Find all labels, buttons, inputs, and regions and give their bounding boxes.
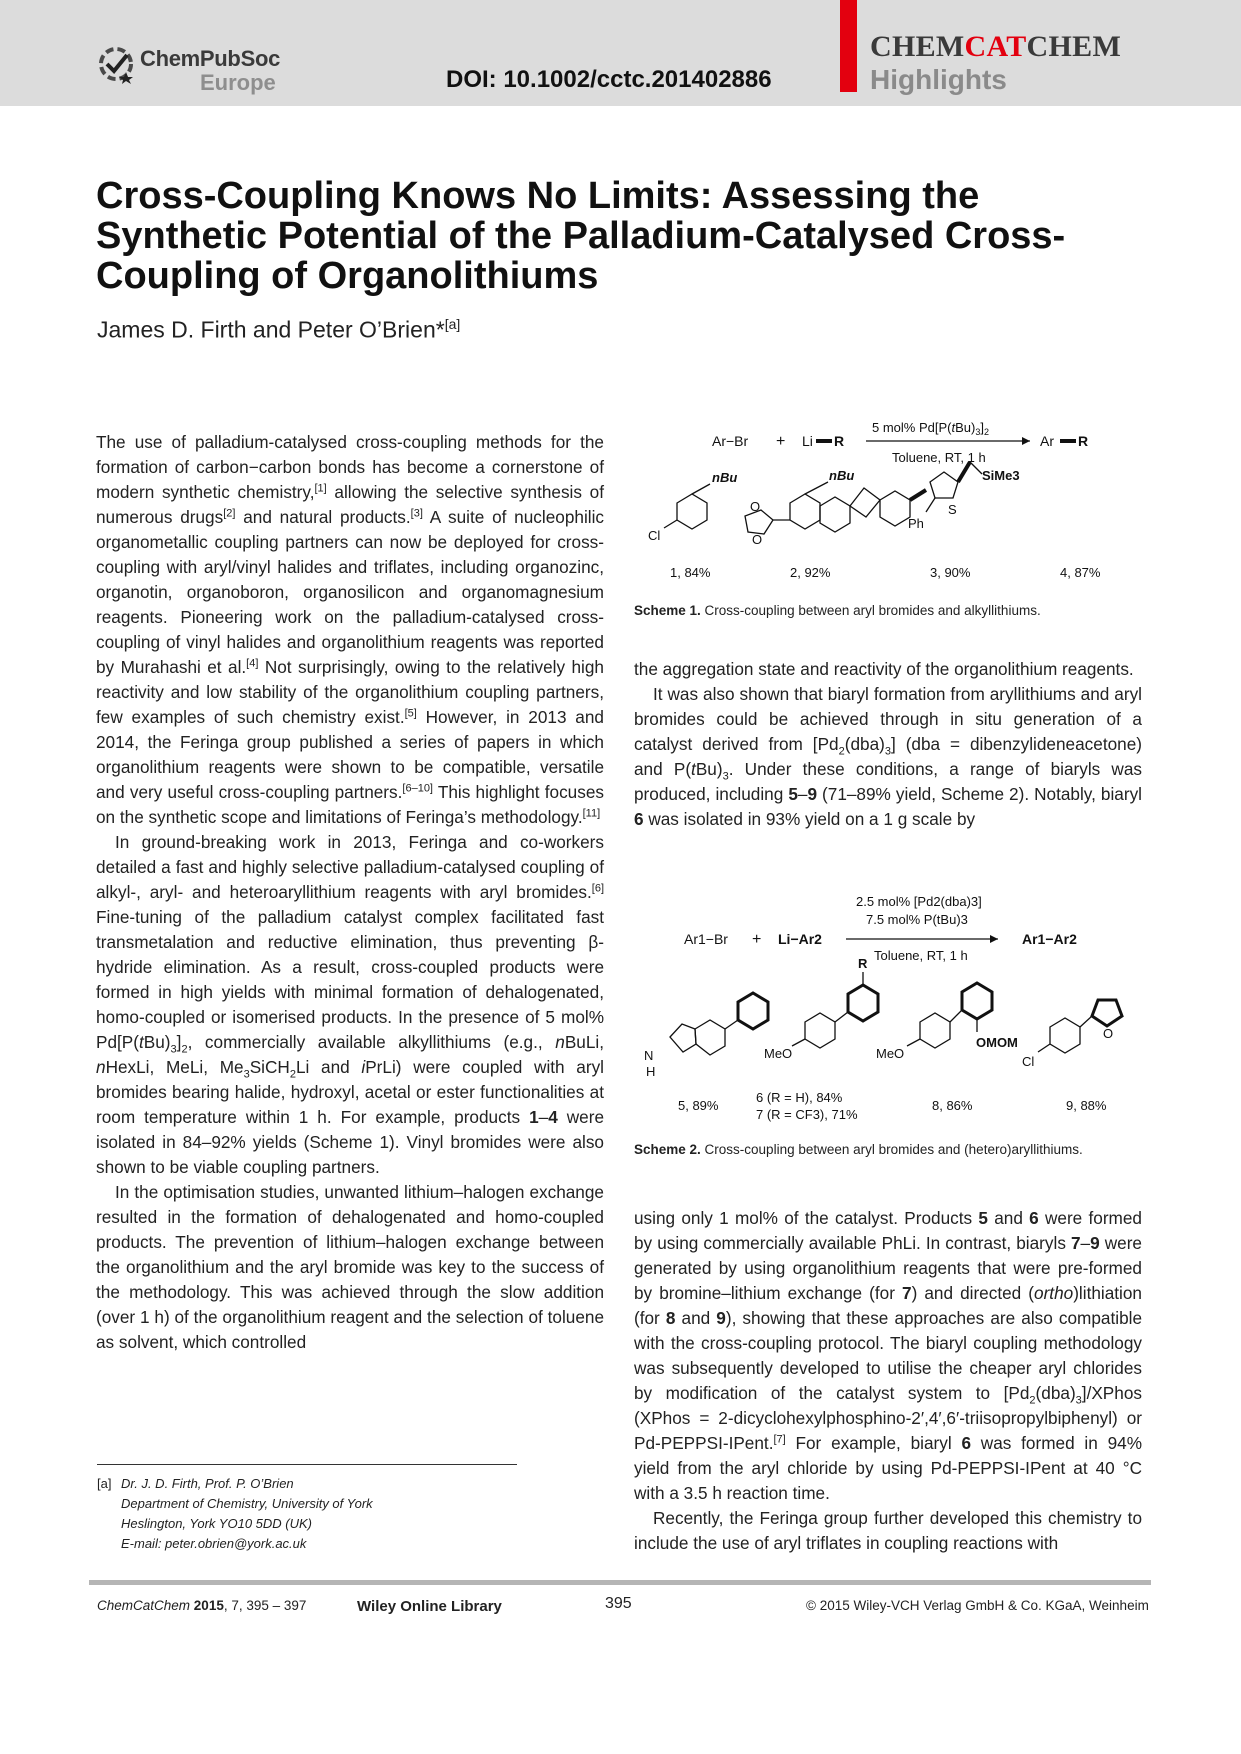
accent-bar: [840, 0, 857, 92]
s1-entry-3: 3, 90%: [930, 565, 971, 580]
scheme-2-caption-text: Cross-coupling between aryl bromides and (hetero)aryllithiums.: [700, 1142, 1083, 1157]
footnote-line-2: Department of Chemistry, University of York: [121, 1496, 373, 1511]
body-right-column-bottom: [634, 1206, 1142, 1556]
s1-product-ar: Ar: [1040, 433, 1054, 449]
scheme-2-caption-label: Scheme 2.: [634, 1142, 701, 1157]
s1-ph: Ph: [908, 516, 924, 531]
scheme-1: [630, 418, 1150, 588]
s1-r: R: [834, 433, 845, 449]
publisher-name: ChemPubSoc: [140, 46, 281, 71]
s2-hydrogen: H: [646, 1064, 656, 1079]
body-left-column: [96, 430, 604, 1355]
scheme-2-caption: [634, 1142, 1083, 1157]
author-line: [97, 316, 460, 344]
paragraph-1: The use of palladium-catalysed cross-coupling methods for the formation of carbon−carbon bonds has become a cornerstone of modern synthetic chemistry,[1] allowing the selective synthesis of numerous drugs[2] and natural products.[3] A suite of nucleophilic organometallic coupling partners can now be deployed for cross-coupling with aryl/vinyl halides and triflates, including organozinc, organotin, organoboron, organosilicon and organomagnesium reagents. Pioneering work on the palladium-catalysed cross-coupling of vinyl halides and organolithium reagents was reported by Murahashi et al.[4] Not surprisingly, owing to the relatively high reactivity and low stability of the organolithium coupling partners, few examples of such chemistry exist.[5] However, in 2013 and 2014, the Feringa group published a series of papers in which organolithium reagents were shown to be compatible, versatile and very useful cross-coupling partners.[6–10] This highlight focuses on the synthetic scope and limitations of Feringa’s methodology.[11]: [96, 432, 604, 827]
s2-oxygen: O: [1103, 1026, 1114, 1041]
journal-part-2: CAT: [964, 30, 1027, 63]
s1-structure-1: [664, 484, 710, 529]
publisher-logo: [96, 44, 296, 100]
footnote-line-4[interactable]: E-mail: peter.obrien@york.ac.uk: [121, 1536, 307, 1551]
article-title: Cross-Coupling Knows No Limits: Assessing the Synthetic Potential of the Palladium-Catalysed Cross-Coupling of Organolithiums: [96, 175, 1066, 297]
citation-rest: , 7, 395 – 397: [223, 1598, 307, 1613]
s1-conditions-bottom: Toluene, RT, 1 h: [892, 450, 986, 465]
citation-year: 2015: [193, 1598, 224, 1613]
s2-meo-1: MeO: [764, 1046, 793, 1061]
s2-structure-5: [670, 993, 768, 1055]
s1-entry-1: 1, 84%: [670, 565, 711, 580]
footer-copyright: © 2015 Wiley-VCH Verlag GmbH & Co. KGaA, Weinheim: [806, 1598, 1149, 1613]
s2-r: R: [858, 956, 868, 971]
journal-name: [870, 30, 1121, 64]
s1-oxygen-2: O: [752, 532, 763, 547]
s2-entry-5: 5, 89%: [678, 1098, 719, 1113]
body-right-column-top: [634, 657, 1142, 832]
s1-sulfur: S: [948, 502, 957, 517]
scheme-1-caption-text: Cross-coupling between aryl bromides and alkyllithiums.: [700, 603, 1041, 618]
section-label: Highlights: [870, 64, 1007, 95]
chempubsoc-logo-icon: [96, 44, 136, 84]
s1-reactant-1: Ar−Br: [712, 433, 749, 449]
paragraph-7: Recently, the Feringa group further developed this chemistry to include the use of aryl triflates in coupling reactions with: [634, 1508, 1142, 1553]
s1-nbu-2: nBu: [829, 468, 855, 483]
footer-library[interactable]: Wiley Online Library: [357, 1598, 502, 1615]
s1-arrow-head: [1022, 437, 1030, 445]
scheme-1-caption-label: Scheme 1.: [634, 603, 701, 618]
s2-nitrogen: N: [644, 1048, 654, 1063]
s1-conditions-top: 5 mol% $Pd[P(tBu)_3]_2$: [872, 420, 989, 437]
paragraph-3: In the optimisation studies, unwanted lithium–halogen exchange resulted in the formation of dehalogenated and homo-coupled products. The prevention of lithium–halogen exchange between the organolithium and the aryl bromide was key to the success of the methodology. This was achieved through the slow addition (over 1 h) of the organolithium reagent and the selection of toluene as solvent, which controlled: [96, 1182, 604, 1352]
s2-plus: +: [752, 931, 762, 948]
s2-reactant-1: [684, 931, 728, 947]
footer-citation: [97, 1598, 306, 1613]
s1-oxygen-1: O: [750, 499, 761, 514]
s1-entry-4: 4, 87%: [1060, 565, 1101, 580]
footer-rule: [89, 1580, 1151, 1585]
footnote-tag: [a]: [97, 1476, 112, 1491]
s2-meo-2: MeO: [876, 1046, 905, 1061]
footnote-line-3: Heslington, York YO10 5DD (UK): [121, 1516, 312, 1531]
s2-cl: Cl: [1022, 1054, 1035, 1069]
s2-omom: OMOM: [976, 1035, 1018, 1050]
s1-entry-2: 2, 92%: [790, 565, 831, 580]
s1-sime3: SiMe3: [982, 468, 1020, 483]
s2-entry-9: 9, 88%: [1066, 1098, 1107, 1113]
journal-part-1: CHEM: [870, 30, 965, 63]
paragraph-2: In ground-breaking work in 2013, Feringa and co-workers detailed a fast and highly selective palladium-catalysed coupling of alkyl-, aryl- and heteroaryllithium reagents with aryl bromides.[6] Fine-tuning of the palladium catalyst complex facilitated fast transmetalation and reductive elimination, thus preventing β-hydride elimination. As a result, cross-coupled products were formed in high yields with minimal formation of dehalogenated, homo-coupled or isomerised products. In the presence of 5 mol% $Pd[P(tBu)_3]_2$, commercially available alkyllithiums (e.g., nBuLi, nHexLi, MeLi, $Me_3SiCH_2Li$ and iPrLi) were coupled with aryl bromides bearing halide, hydroxyl, acetal or ester functionalities at room temperature within 1 h. For example, products 1–4 were isolated in 84–92% yields (Scheme 1). Vinyl bromides were also shown to be viable coupling partners.: [96, 832, 604, 1177]
s2-conditions-2: 7.5 mol% P(tBu)3: [866, 912, 968, 927]
s2-entry-8: 8, 86%: [932, 1098, 973, 1113]
s1-li: Li: [802, 433, 813, 449]
s2-entry-6: 6 (R = H), 84%: [756, 1090, 843, 1105]
s2-arrow-head: [990, 935, 998, 943]
scheme-2: [630, 892, 1150, 1122]
doi[interactable]: DOI: 10.1002/cctc.201402886: [446, 66, 772, 93]
footnote-line-1: Dr. J. D. Firth, Prof. P. O’Brien: [121, 1476, 294, 1491]
paragraph-4: the aggregation state and reactivity of the organolithium reagents.: [634, 659, 1134, 679]
page-header: [0, 0, 1241, 106]
scheme-1-caption: [634, 603, 1041, 618]
s2-entry-7: 7 (R = CF3), 71%: [756, 1107, 858, 1122]
s1-nbu-1: nBu: [712, 470, 738, 485]
authors: James D. Firth and Peter O’Brien*: [97, 316, 445, 343]
citation-journal: ChemCatChem: [97, 1598, 191, 1613]
journal-part-3: CHEM: [1026, 30, 1122, 63]
footnote-body: [121, 1474, 373, 1554]
s2-reactant-1-text: Ar1−Br: [684, 931, 728, 947]
affiliation-mark: [a]: [444, 316, 461, 332]
footnote-rule: [97, 1464, 517, 1465]
page-number: 395: [605, 1595, 632, 1612]
paragraph-6: using only 1 mol% of the catalyst. Products 5 and 6 were formed by using commercially available PhLi. In contrast, biaryls 7–9 were generated by using organolithium reagents that were pre-formed by bromine–lithium exchange (for 7) and directed (ortho)lithiation (for 8 and 9), showing that these approaches are also compatible with the cross-coupling protocol. The biaryl coupling methodology was subsequently developed to utilise the cheaper aryl chlorides by modification of the catalyst system to $[Pd_2(dba)_3]$/XPhos (XPhos = 2-dicyclohexylphosphino-2′,4′,6′-triisopropylbiphenyl) or Pd-PEPPSI-IPent.[7] For example, biaryl 6 was formed in 94% yield from the aryl chloride by using Pd-PEPPSI-IPent at 40 °C with a 3.5 h reaction time.: [634, 1208, 1142, 1503]
s2-conditions-1: 2.5 mol% [Pd2(dba)3]: [856, 894, 982, 909]
paragraph-5: It was also shown that biaryl formation from aryllithiums and aryl bromides could be achieved through in situ generation of a catalyst derived from $[Pd_2(dba)_3] (dba$ = dibenzylideneacetone) and $P(tBu)_3$. Under these conditions, a range of biaryls was produced, including 5–9 (71–89% yield, Scheme 2). Notably, biaryl 6 was isolated in 93% yield on a 1 g scale by: [634, 684, 1142, 829]
s2-reactant-2: Li−Ar2: [778, 931, 822, 947]
publisher-region: Europe: [200, 70, 276, 95]
s2-product: Ar1−Ar2: [1022, 931, 1077, 947]
s1-product-r: R: [1078, 433, 1089, 449]
s1-plus: +: [776, 433, 786, 450]
s2-conditions-bottom: Toluene, RT, 1 h: [874, 948, 968, 963]
s2-structure-6-7: [792, 972, 878, 1048]
s1-cl: Cl: [648, 528, 661, 543]
